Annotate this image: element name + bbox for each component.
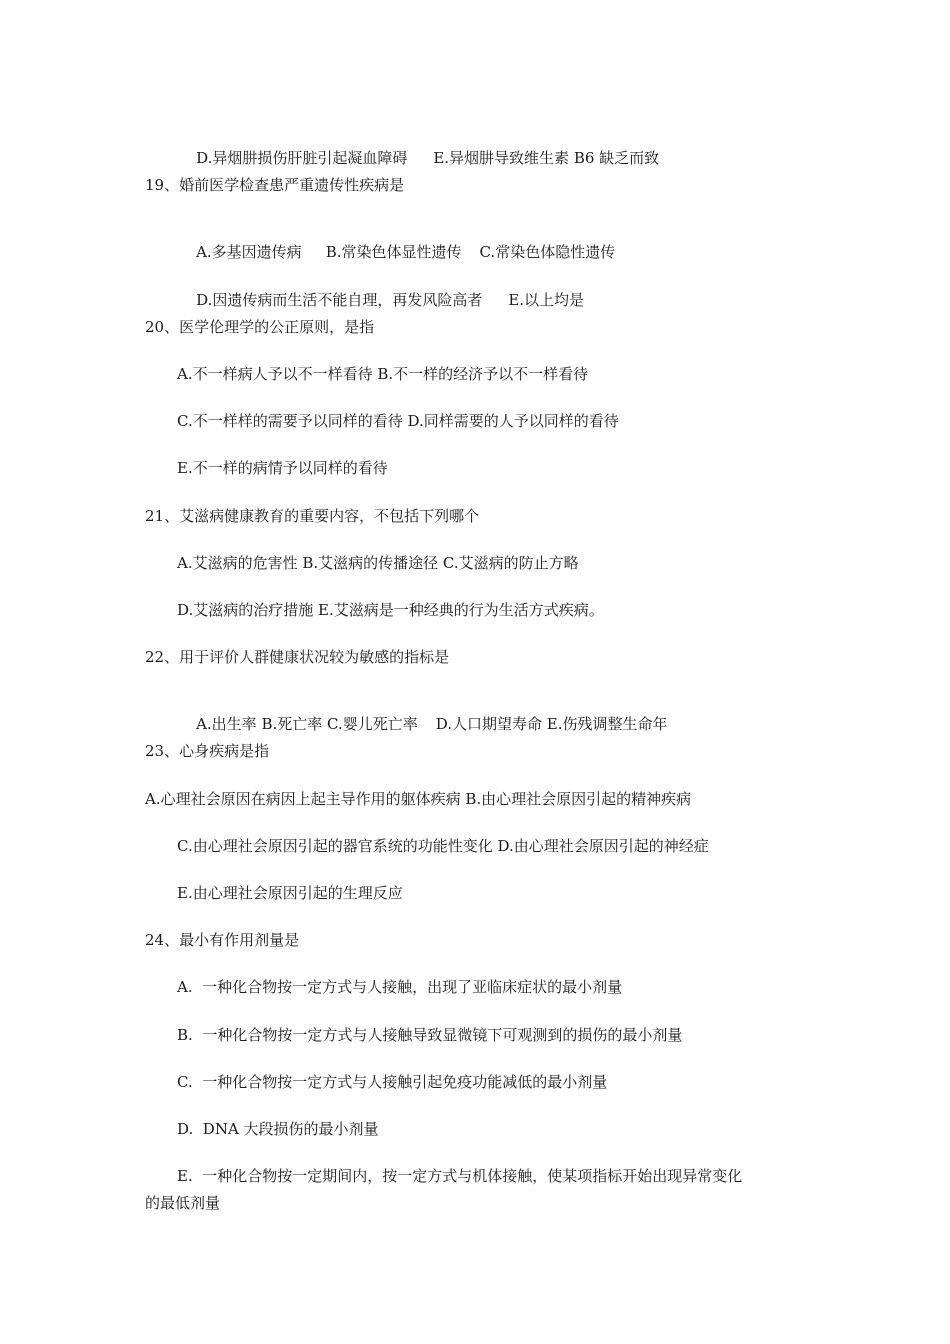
option-text: E.异烟肼导致维生素 B6 缺乏而致: [433, 149, 660, 167]
q20-options-c-d: C.不一样样的需要予以同样的看待 D.同样需要的人予以同样的看待: [177, 412, 619, 430]
q23-option-e: E.由心理社会原因引起的生理反应: [177, 884, 403, 902]
option-text: A.出生率 B.死亡率 C.婴儿死亡率: [196, 715, 418, 733]
q19-options-d-e: [177, 270, 585, 309]
q24-option-a: A. 一种化合物按一定方式与人接触，出现了亚临床症状的最小剂量: [177, 978, 623, 996]
question-19: 19、婚前医学检查患严重遗传性疾病是: [145, 176, 405, 194]
q21-options-a-c: A.艾滋病的危害性 B.艾滋病的传播途径 C.艾滋病的防止方略: [177, 554, 579, 572]
question-23: 23、心身疾病是指: [145, 742, 270, 760]
question-22: 22、用于评价人群健康状况较为敏感的指标是: [145, 648, 450, 666]
q22-options: [177, 694, 668, 733]
q24-option-e-continued: 的最低剂量: [145, 1194, 221, 1212]
option-text: A.多基因遗传病: [196, 243, 302, 261]
q24-option-d: D. DNA 大段损伤的最小剂量: [177, 1120, 379, 1138]
option-text: D.异烟肼损伤肝脏引起凝血障碍: [196, 149, 408, 167]
q24-option-c: C. 一种化合物按一定方式与人接触引起免疫功能减低的最小剂量: [177, 1073, 608, 1091]
option-text: B.常染色体显性遗传: [325, 243, 462, 261]
q18-options-d-e: [177, 128, 660, 167]
option-text: D.人口期望寿命 E.伤残调整生命年: [435, 715, 668, 733]
option-text: E.以上均是: [508, 291, 585, 309]
option-text: C.常染色体隐性遗传: [479, 243, 616, 261]
q20-option-e: E.不一样的病情予以同样的看待: [177, 459, 388, 477]
q23-options-c-d: C.由心理社会原因引起的器官系统的功能性变化 D.由心理社会原因引起的神经症: [177, 837, 709, 855]
question-24: 24、最小有作用剂量是: [145, 931, 300, 949]
question-20: 20、医学伦理学的公正原则，是指: [145, 318, 375, 336]
q20-options-a-b: A.不一样病人予以不一样看待 B.不一样的经济予以不一样看待: [177, 365, 589, 383]
option-text: D.因遗传病而生活不能自理，再发风险高者: [196, 291, 483, 309]
q24-option-e: E. 一种化合物按一定期间内，按一定方式与机体接触，使某项指标开始出现异常变化: [177, 1167, 743, 1185]
q19-options-a-c: [177, 222, 616, 261]
q23-options-a-b: A.心理社会原因在病因上起主导作用的躯体疾病 B.由心理社会原因引起的精神疾病: [145, 790, 692, 808]
question-21: 21、艾滋病健康教育的重要内容，不包括下列哪个: [145, 507, 480, 525]
q24-option-b: B. 一种化合物按一定方式与人接触导致显微镜下可观测到的损伤的最小剂量: [177, 1026, 683, 1044]
q21-options-d-e: D.艾滋病的治疗措施 E.艾滋病是一种经典的行为生活方式疾病。: [177, 601, 604, 619]
